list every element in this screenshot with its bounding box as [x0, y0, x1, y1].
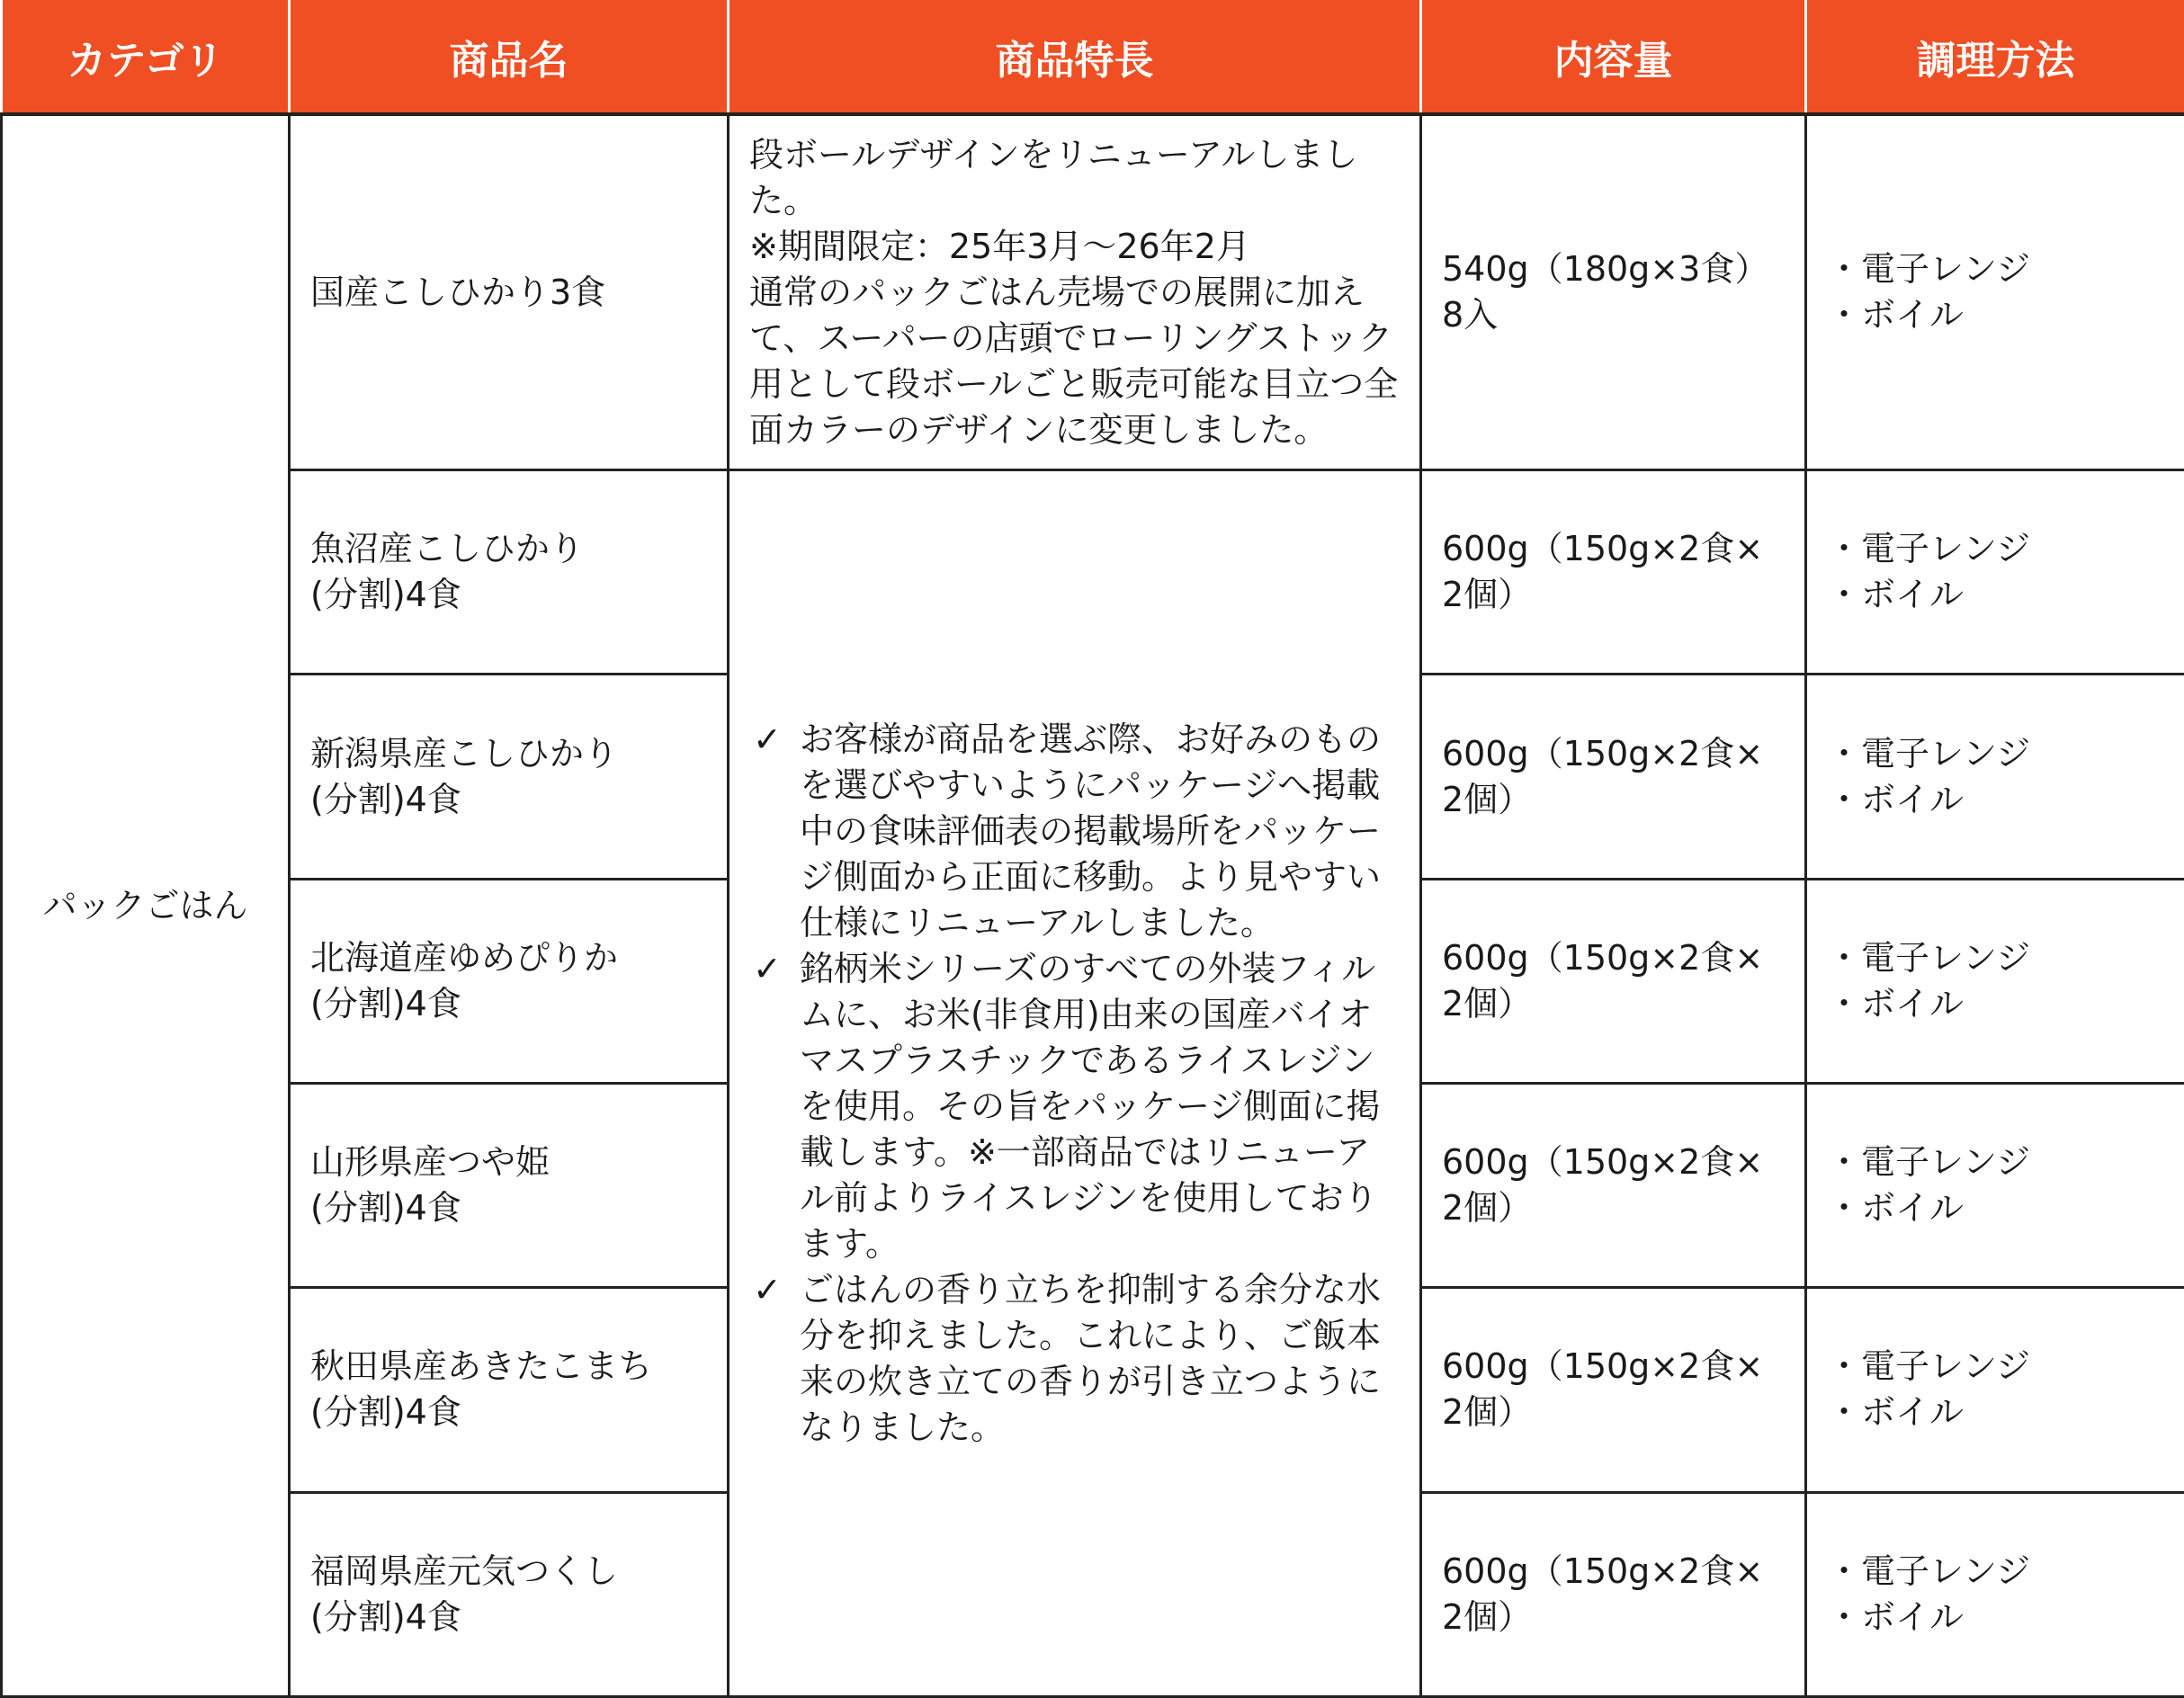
cooking-method: ・電子レンジ	[1827, 1551, 2031, 1591]
table-row	[2, 114, 2184, 470]
cooking-method: ・電子レンジ	[1827, 1346, 2031, 1387]
cooking-method: ・電子レンジ	[1827, 249, 2031, 290]
capacity-cell: 540g（180g×3食） 8入	[1421, 114, 1806, 470]
cooking-method: ・電子レンジ	[1827, 937, 2031, 978]
cooking-method: ・電子レンジ	[1827, 529, 2031, 569]
header-cooking: 調理方法	[1806, 0, 2184, 114]
product-name-sub: (分割)4食	[310, 1392, 461, 1433]
product-name-sub: (分割)4食	[310, 1188, 461, 1229]
feature-text: お客様が商品を選ぶ際、お好みのものを選びやすいようにパッケージへ掲載中の食味評価表の掲載場所をパッケージ側面から正面に移動。より見やすい仕様にリニューアルしました。	[800, 719, 1382, 943]
cooking-method: ・ボイル	[1827, 1188, 1965, 1229]
capacity-cell: 600g（150g×2食×2個）	[1421, 1288, 1806, 1492]
product-name: 国産こしひかり3食	[310, 272, 606, 312]
product-name-sub: (分割)4食	[310, 1596, 461, 1637]
product-name-cell	[290, 114, 729, 470]
product-name: 山形県産つや姫	[310, 1142, 550, 1183]
product-name: 新潟県産こしひかり	[310, 733, 619, 773]
cooking-method: ・ボイル	[1827, 1596, 1965, 1637]
feature-list	[749, 717, 1400, 1451]
feature-text: 銘柄米シリーズのすべての外装フィルムに、お米(非食用)由来の国産バイオマスプラスチックであるライスレジンを使用。その旨をパッケージ側面に掲載します。※一部商品ではリニューアル前よりライスレジンを使用しております。	[800, 948, 1381, 1264]
cooking-method: ・ボイル	[1827, 983, 1965, 1023]
capacity-cell: 600g（150g×2食×2個）	[1421, 675, 1806, 879]
check-icon: ✓	[753, 1269, 782, 1309]
cooking-method: ・ボイル	[1827, 779, 1965, 819]
capacity-cell: 600g（150g×2食×2個）	[1421, 1492, 1806, 1696]
capacity-cell: 600g（150g×2食×2個）	[1421, 470, 1806, 675]
category-cell: パックごはん	[2, 114, 290, 1697]
cooking-method: ・ボイル	[1827, 575, 1965, 615]
product-name: 秋田県産あきたこまち	[310, 1346, 653, 1387]
capacity-cell: 600g（150g×2食×2個）	[1421, 879, 1806, 1083]
product-name-cell	[290, 1083, 729, 1287]
product-name: 北海道産ゆめぴりか	[310, 937, 619, 978]
product-name: 福岡県産元気つくし	[310, 1551, 619, 1591]
cooking-cell	[1806, 114, 2184, 470]
header-features: 商品特長	[729, 0, 1421, 114]
feature-text: ごはんの香り立ちを抑制する余分な水分を抑えました。これにより、ご飯本来の炊き立ての香りが引き立つようになりました。	[800, 1269, 1382, 1447]
product-name-sub: (分割)4食	[310, 575, 461, 615]
cooking-method: ・ボイル	[1827, 1392, 1965, 1433]
check-icon: ✓	[753, 948, 782, 988]
cooking-method: ・電子レンジ	[1827, 1142, 2031, 1183]
feature-line: ※期間限定：25年3月～26年2月	[749, 226, 1250, 266]
product-name-cell	[290, 1492, 729, 1696]
cooking-cell	[1806, 1288, 2184, 1492]
header-product-name: 商品名	[290, 0, 729, 114]
feature-item	[749, 717, 1400, 946]
product-name-cell	[290, 675, 729, 879]
common-feature-cell	[729, 470, 1421, 1697]
cooking-cell	[1806, 675, 2184, 879]
cooking-method: ・ボイル	[1827, 295, 1965, 335]
product-name-cell	[290, 879, 729, 1083]
cooking-method: ・電子レンジ	[1827, 733, 2031, 773]
feature-cell	[729, 114, 1421, 470]
feature-item	[749, 946, 1400, 1267]
header-category: カテゴリ	[2, 0, 290, 114]
product-name-sub: (分割)4食	[310, 779, 461, 819]
cooking-cell	[1806, 470, 2184, 675]
product-name-cell	[290, 1288, 729, 1492]
capacity-cell: 600g（150g×2食×2個）	[1421, 1083, 1806, 1287]
header-capacity: 内容量	[1421, 0, 1806, 114]
feature-line: 通常のパックごはん売場での展開に加えて、スーパーの店頭でローリングストック用として段ボールごと販売可能な目立つ全面カラーのデザインに変更しました。	[749, 272, 1399, 450]
feature-line: 段ボールデザインをリニューアルしました。	[749, 134, 1358, 220]
cooking-cell	[1806, 1492, 2184, 1696]
cooking-cell	[1806, 879, 2184, 1083]
check-icon: ✓	[753, 719, 782, 759]
product-name: 魚沼産こしひかり	[310, 529, 585, 569]
cooking-cell	[1806, 1083, 2184, 1287]
product-name-cell	[290, 470, 729, 675]
feature-item	[749, 1267, 1400, 1451]
table-row	[2, 470, 2184, 675]
header-row	[2, 0, 2184, 114]
product-name-sub: (分割)4食	[310, 983, 461, 1023]
